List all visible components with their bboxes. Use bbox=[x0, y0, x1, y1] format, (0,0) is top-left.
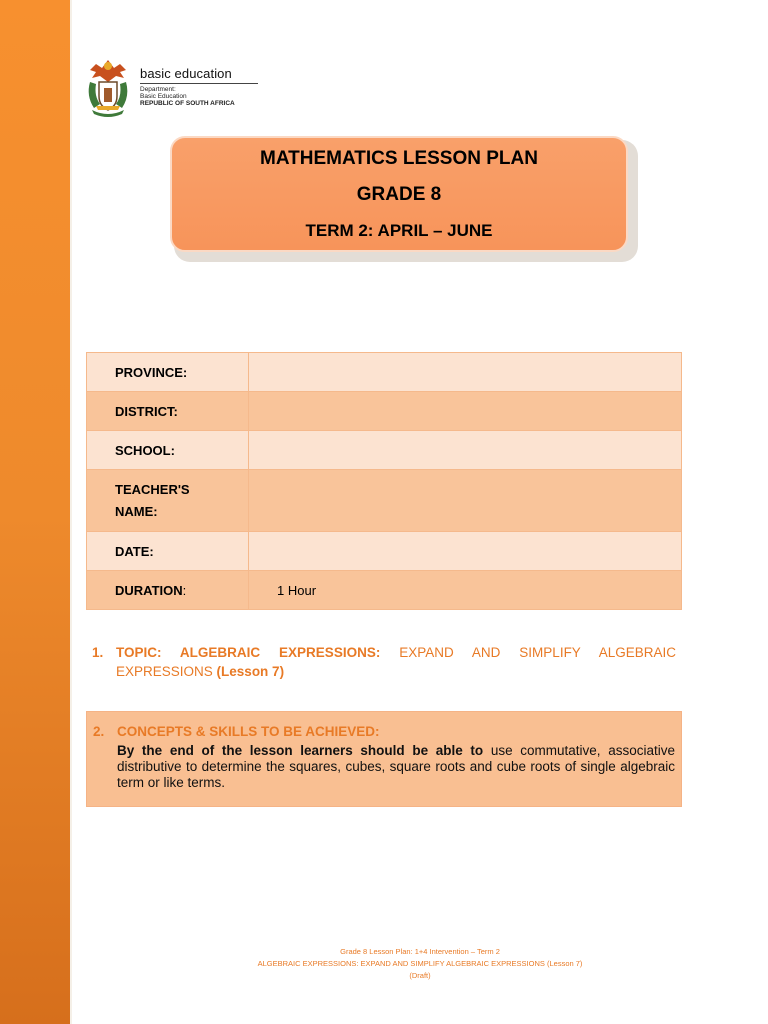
topic-label: TOPIC: ALGEBRAIC EXPRESSIONS: bbox=[116, 645, 381, 660]
date-label: DATE: bbox=[87, 532, 249, 571]
title-box bbox=[170, 136, 628, 252]
table-row bbox=[87, 470, 682, 532]
topic-line2 bbox=[116, 662, 676, 681]
lesson-info-table bbox=[86, 352, 682, 610]
province-label: PROVINCE: bbox=[87, 353, 249, 392]
teacher-label-line2: NAME: bbox=[115, 503, 158, 519]
table-row bbox=[87, 431, 682, 470]
duration-label-text: DURATION bbox=[115, 582, 183, 598]
concepts-text: use commutative, associative distributive to determine the squares, cubes, square roots and cube roots of single algebraic term or like terms. bbox=[117, 743, 675, 790]
district-value[interactable] bbox=[249, 392, 682, 431]
dbe-logo bbox=[82, 56, 262, 120]
topic-line1 bbox=[116, 643, 676, 662]
side-accent-bar bbox=[0, 0, 70, 1024]
table-row bbox=[87, 392, 682, 431]
table-row bbox=[87, 532, 682, 571]
section-number: 1. bbox=[92, 645, 104, 660]
school-value[interactable] bbox=[249, 431, 682, 470]
footer-line2: ALGEBRAIC EXPRESSIONS: EXPAND AND SIMPLIFY ALGEBRAIC EXPRESSIONS (Lesson 7) bbox=[257, 959, 583, 968]
grade-title: GRADE 8 bbox=[356, 184, 442, 205]
teacher-name-label bbox=[87, 470, 249, 532]
logo-department-name: Basic Education bbox=[140, 93, 187, 100]
section-concepts bbox=[86, 711, 682, 807]
page-footer bbox=[200, 946, 640, 982]
duration-label-colon: : bbox=[182, 582, 187, 598]
topic-text: EXPAND AND SIMPLIFY ALGEBRAIC bbox=[399, 645, 676, 660]
term-title: TERM 2: APRIL – JUNE bbox=[305, 221, 493, 240]
lesson-number: (Lesson 7) bbox=[216, 664, 285, 679]
table-row bbox=[87, 353, 682, 392]
coat-of-arms-icon bbox=[82, 56, 134, 118]
side-bar-edge bbox=[70, 0, 72, 1024]
logo-title: basic education bbox=[140, 66, 232, 81]
logo-country: REPUBLIC OF SOUTH AFRICA bbox=[140, 100, 235, 107]
table-row bbox=[87, 571, 682, 610]
duration-value[interactable]: 1 Hour bbox=[249, 571, 682, 610]
date-value[interactable] bbox=[249, 532, 682, 571]
duration-label bbox=[87, 571, 249, 610]
concepts-body bbox=[117, 743, 675, 791]
logo-rule bbox=[140, 83, 258, 84]
concepts-heading: CONCEPTS & SKILLS TO BE ACHIEVED: bbox=[117, 724, 380, 739]
footer-line1: Grade 8 Lesson Plan: 1+4 Intervention – Term 2 bbox=[340, 947, 500, 956]
concepts-lead: By the end of the lesson learners should be able to bbox=[117, 743, 484, 758]
province-value[interactable] bbox=[249, 353, 682, 392]
teacher-name-value[interactable] bbox=[249, 470, 682, 532]
school-label: SCHOOL: bbox=[87, 431, 249, 470]
district-label: DISTRICT: bbox=[87, 392, 249, 431]
footer-line3: (Draft) bbox=[409, 971, 431, 980]
document-title: MATHEMATICS LESSON PLAN bbox=[260, 148, 538, 169]
section-number: 2. bbox=[93, 724, 105, 739]
topic-text2: EXPRESSIONS bbox=[116, 664, 213, 679]
teacher-label-line1: TEACHER'S bbox=[115, 481, 190, 497]
logo-department-label: Department: bbox=[140, 86, 176, 93]
